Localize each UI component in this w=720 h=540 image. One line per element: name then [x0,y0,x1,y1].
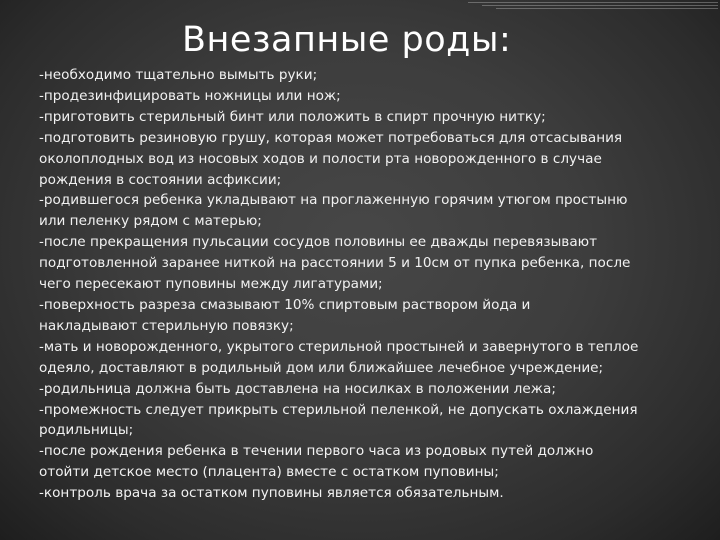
body-line: -после рождения ребенка в течении первого часа из родовых путей должно [39,443,594,460]
body-line: -после прекращения пульсации сосудов половины ее дважды перевязывают [39,234,598,251]
decorative-frame-lines [468,2,718,14]
body-line: отойти детское место (плацента) вместе с остатком пуповины; [39,464,499,481]
body-line: -необходимо тщательно вымыть руки; [39,67,318,83]
slide-title: Внезапные роды: [182,20,512,60]
body-line: околоплодных вод из носовых ходов и полости рта новорожденного в случае [39,150,602,167]
body-line: -приготовить стерильный бинт или положить в спирт прочную нитку; [39,108,546,125]
body-line: рождения в состоянии асфиксии; [39,171,282,188]
body-line: накладывают стерильную повязку; [39,317,294,334]
slide-body [39,65,679,504]
body-line: -поверхность разреза смазывают 10% спиртовым раствором йода и [39,296,531,313]
body-line: подготовленной заранее ниткой на расстоянии 5 и 10см от пупка ребенка, после [39,255,631,272]
body-line: -промежность следует прикрыть стерильной пеленкой, не допускать охлаждения [39,401,638,418]
body-line: -подготовить резиновую грушу, которая может потребоваться для отсасывания [39,129,623,146]
body-line: чего пересекают пуповины между лигатурами; [39,276,383,293]
body-line: или пеленку рядом с матерью; [39,213,262,230]
body-line: -продезинфицировать ножницы или нож; [39,87,341,104]
body-line: -контроль врача за остатком пуповины является обязательным. [39,485,504,502]
body-line: -мать и новорожденного, укрытого стерильной простыней и завернутого в теплое [39,338,639,355]
body-line: -родившегося ребенка укладывают на проглаженную горячим утюгом простыню [39,192,628,209]
body-line: -родильница должна быть доставлена на носилках в положении лежа; [39,380,556,397]
body-line: одеяло, доставляют в родильный дом или ближайшее лечебное учреждение; [39,359,604,376]
body-line: родильницы; [39,422,134,439]
